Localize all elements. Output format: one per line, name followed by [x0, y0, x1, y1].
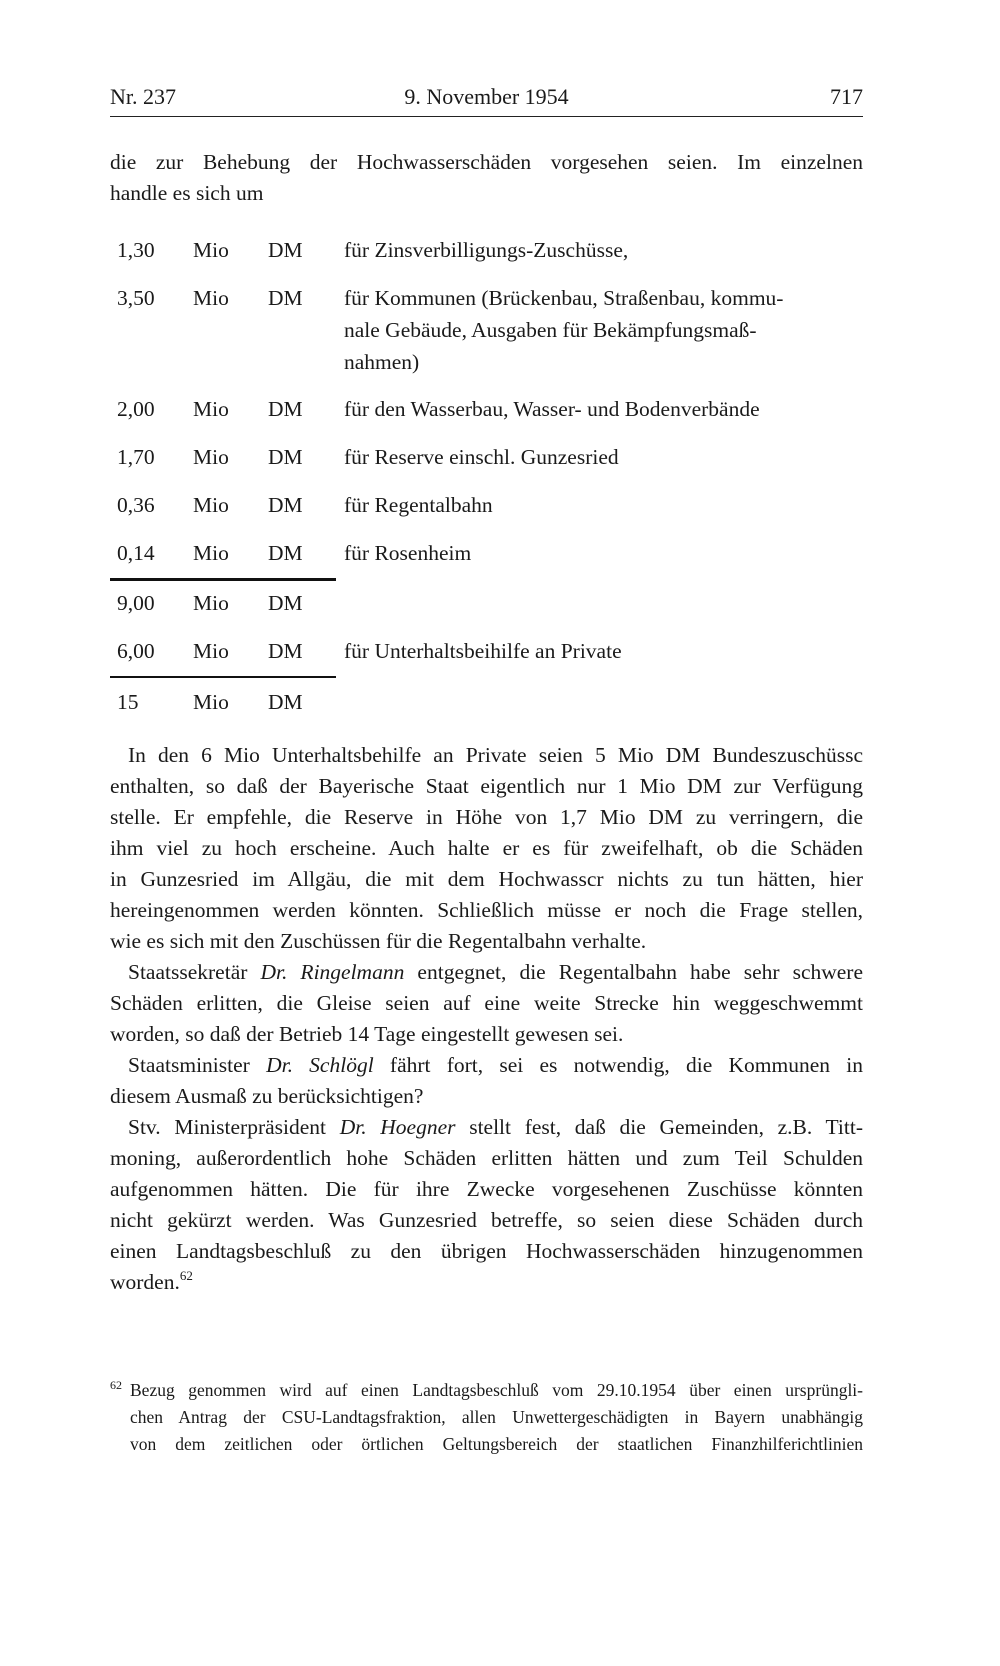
unit-cell: Mio — [193, 397, 229, 421]
currency-cell: DM — [268, 286, 303, 310]
running-header-issue: Nr. 237 — [110, 84, 176, 109]
unit-cell: Mio — [193, 690, 229, 714]
amount-cell: 0,36 — [117, 493, 155, 517]
text-line: nicht gekürzt werden. Was Gunzesried betreffe, so seien diese Schäden durch — [110, 1208, 863, 1232]
text-line: aufgenommen hätten. Die für ihre Zwecke vorgesehenen Zuschüsse könnten — [110, 1177, 863, 1201]
amount-cell: 1,70 — [117, 445, 155, 469]
intro-line: die zur Behebung der Hochwasserschäden vorgesehen seien. Im einzelnen — [110, 150, 863, 174]
unit-cell: Mio — [193, 445, 229, 469]
text-run: fährt fort, sei es notwendig, die Kommunen in — [389, 1053, 863, 1077]
text-line: ihm viel zu hoch erscheine. Auch halte er es für zweifelhaft, ob die Schäden — [110, 836, 863, 860]
currency-cell: DM — [268, 397, 303, 421]
footnote-line: chen Antrag der CSU-Landtagsfraktion, allen Unwettergeschädigten in Bayern unabhängig — [130, 1407, 863, 1427]
text-line: enthalten, so daß der Bayerische Staat eigentlich nur 1 Mio DM zur Verfügung — [110, 774, 863, 798]
currency-cell: DM — [268, 493, 303, 517]
amount-cell: 1,30 — [117, 238, 155, 262]
speaker-name: Dr. Schlögl — [266, 1053, 374, 1077]
currency-cell: DM — [268, 445, 303, 469]
purpose-cell: für Kommunen (Brückenbau, Straßenbau, kommu- — [344, 286, 784, 310]
text-line: In den 6 Mio Unterhaltsbehilfe an Private seien 5 Mio DM Bundeszuschüssc — [128, 743, 863, 767]
text-run: stellt fest, daß die Gemeinden, z.B. Titt- — [469, 1115, 864, 1139]
amount-cell: 9,00 — [117, 591, 155, 615]
page-number: 717 — [830, 84, 863, 109]
intro-line: handle es sich um — [110, 181, 264, 205]
speaker-title: Staatssekretär — [128, 960, 248, 984]
speaker-name: Dr. Ringelmann — [260, 960, 405, 984]
speaker-name: Dr. Hoegner — [339, 1115, 456, 1139]
footnote-number: 62 — [110, 1378, 122, 1392]
purpose-cell: nale Gebäude, Ausgaben für Bekämpfungsmaß- — [344, 318, 757, 342]
purpose-cell: für Rosenheim — [344, 541, 472, 565]
text-line: stelle. Er empfehle, die Reserve in Höhe von 1,7 Mio DM zu verringern, die — [110, 805, 863, 829]
unit-cell: Mio — [193, 541, 229, 565]
purpose-cell: für Unterhaltsbeihilfe an Private — [344, 639, 622, 663]
speaker-title: Stv. Ministerpräsident — [128, 1115, 327, 1139]
text-line: Schäden erlitten, die Gleise seien auf eine weite Strecke hin weggeschwemmt — [110, 991, 863, 1015]
purpose-cell: nahmen) — [344, 350, 420, 374]
unit-cell: Mio — [193, 238, 229, 262]
header-rule — [110, 116, 863, 117]
speaker-title: Staatsminister — [128, 1053, 250, 1077]
text-line: worden, so daß der Betrieb 14 Tage eingestellt gewesen sei. — [110, 1022, 624, 1046]
currency-cell: DM — [268, 238, 303, 262]
purpose-cell: für Zinsverbilligungs-Zuschüsse, — [344, 238, 629, 262]
text-line: einen Landtagsbeschluß zu den übrigen Hochwasserschäden hinzugenommen — [110, 1239, 863, 1263]
purpose-cell: für Regentalbahn — [344, 493, 493, 517]
total-rule — [110, 676, 336, 678]
amount-cell: 0,14 — [117, 541, 155, 565]
text-run: worden. — [110, 1270, 180, 1294]
text-line — [110, 958, 863, 986]
running-header-date: 9. November 1954 — [404, 84, 569, 109]
currency-cell: DM — [268, 541, 303, 565]
footnote-line: von dem zeitlichen oder örtlichen Geltungsbereich der staatlichen Finanzhilferichtlinien — [130, 1434, 863, 1454]
footnote-reference[interactable]: 62 — [179, 1268, 193, 1283]
amount-cell: 15 — [117, 690, 139, 714]
text-line — [110, 1268, 863, 1296]
text-line — [110, 1051, 863, 1079]
currency-cell: DM — [268, 639, 303, 663]
amount-cell: 6,00 — [117, 639, 155, 663]
text-line — [110, 1113, 863, 1141]
purpose-cell: für den Wasserbau, Wasser- und Bodenverbände — [344, 397, 760, 421]
footnote-line: Bezug genommen wird auf einen Landtagsbeschluß vom 29.10.1954 über einen ursprüngli- — [130, 1380, 863, 1400]
unit-cell: Mio — [193, 493, 229, 517]
text-line: diesem Ausmaß zu berücksichtigen? — [110, 1084, 424, 1108]
text-line: wie es sich mit den Zuschüssen für die Regentalbahn verhalte. — [110, 929, 647, 953]
text-line: moning, außerordentlich hohe Schäden erlitten hätten und zum Teil Schulden — [110, 1146, 863, 1170]
amount-cell: 2,00 — [117, 397, 155, 421]
unit-cell: Mio — [193, 639, 229, 663]
unit-cell: Mio — [193, 286, 229, 310]
subtotal-rule — [110, 578, 336, 581]
unit-cell: Mio — [193, 591, 229, 615]
text-run: entgegnet, die Regentalbahn habe sehr schwere — [417, 960, 864, 984]
currency-cell: DM — [268, 690, 303, 714]
text-line: in Gunzesried im Allgäu, die mit dem Hochwasscr nichts zu tun hätten, hier — [110, 867, 863, 891]
purpose-cell: für Reserve einschl. Gunzesried — [344, 445, 619, 469]
amount-cell: 3,50 — [117, 286, 155, 310]
text-line: hereingenommen werden könnten. Schließlich müsse er noch die Frage stellen, — [110, 898, 863, 922]
currency-cell: DM — [268, 591, 303, 615]
